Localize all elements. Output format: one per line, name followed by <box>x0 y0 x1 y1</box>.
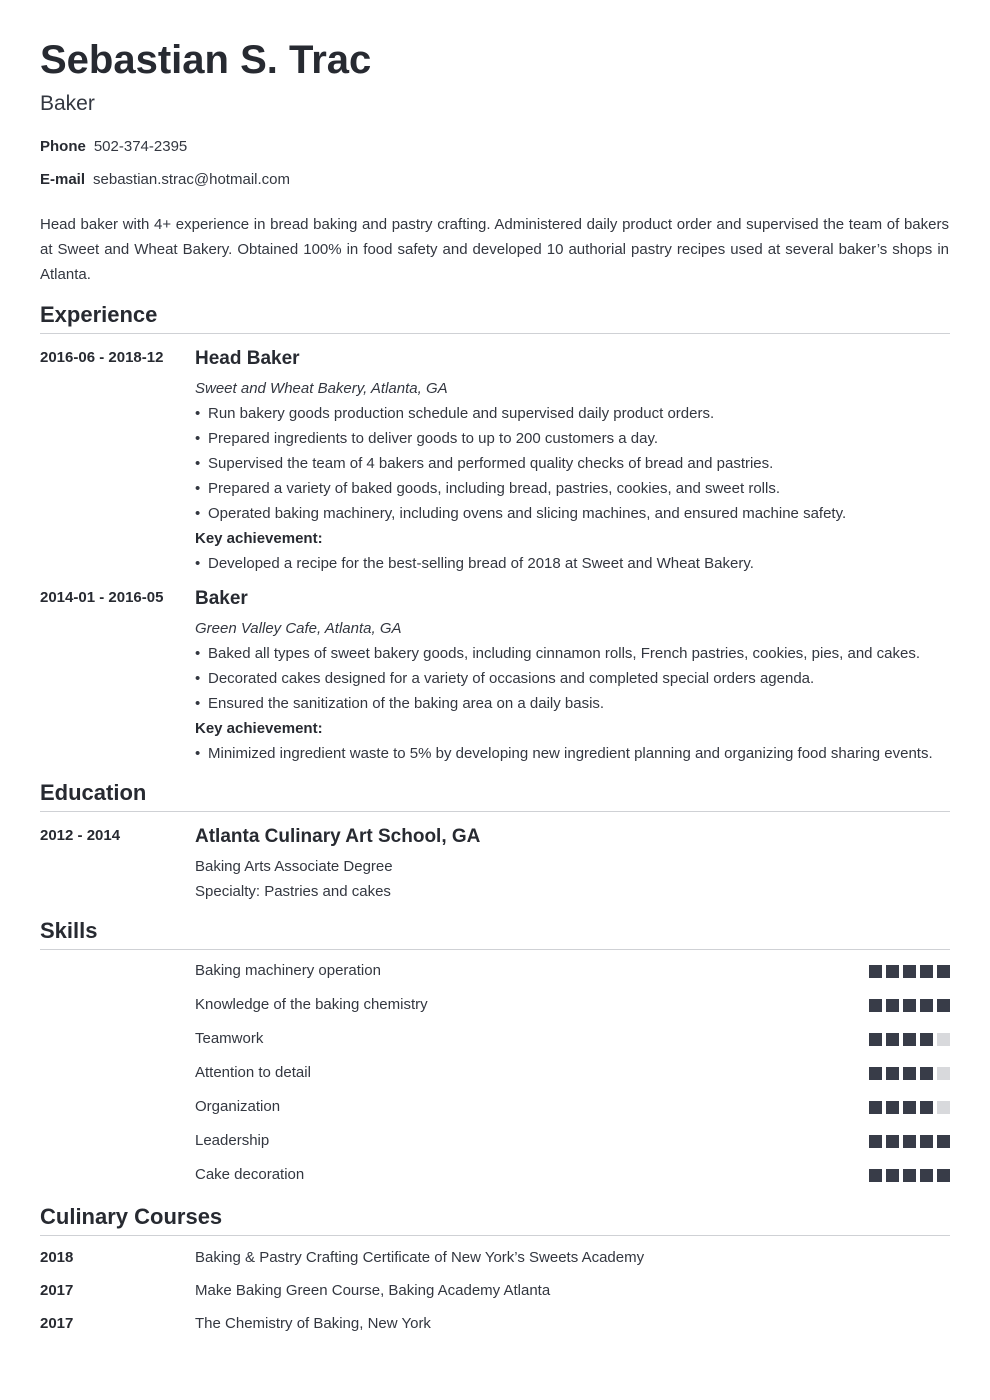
skill-level-dot-filled <box>937 1169 950 1182</box>
email-value: sebastian.strac@hotmail.com <box>93 171 290 188</box>
phone-row <box>40 138 187 156</box>
skill-level-dot-filled <box>886 1169 899 1182</box>
skill-level-indicator <box>865 1067 950 1080</box>
skill-level-dot-filled <box>920 1067 933 1080</box>
course-year: 2017 <box>40 1282 74 1299</box>
skill-name: Attention to detail <box>195 1064 311 1081</box>
skill-name: Leadership <box>195 1132 270 1149</box>
specialty: Specialty: Pastries and cakes <box>195 883 391 900</box>
skill-level-dot-filled <box>886 1101 899 1114</box>
job-bullet: • Prepared ingredients to deliver goods to up to 200 customers a day. <box>195 426 950 451</box>
skill-level-dot-filled <box>869 1101 882 1114</box>
email-row <box>40 171 290 189</box>
skill-level-dot-filled <box>937 1135 950 1148</box>
skill-level-dot-filled <box>886 1067 899 1080</box>
skill-level-dot-filled <box>903 1169 916 1182</box>
skill-level-dot-filled <box>869 1033 882 1046</box>
skill-name: Knowledge of the baking chemistry <box>195 996 428 1013</box>
skill-row <box>195 1029 950 1049</box>
key-achievement-bullet: • Minimized ingredient waste to 5% by developing new ingredient planning and organizing food sharing events. <box>195 741 950 766</box>
skill-level-dot-filled <box>903 1067 916 1080</box>
job-dates: 2016-06 - 2018-12 <box>40 349 164 366</box>
course-row <box>40 1248 950 1268</box>
job-bullet: • Operated baking machinery, including ovens and slicing machines, and ensured machine safety. <box>195 501 950 526</box>
skill-level-dot-filled <box>903 965 916 978</box>
key-achievement-bullet: • Developed a recipe for the best-selling bread of 2018 at Sweet and Wheat Bakery. <box>195 551 950 576</box>
job-company: Green Valley Cafe, Atlanta, GA <box>195 620 402 637</box>
job-body <box>195 348 950 576</box>
experience-heading: Experience <box>40 302 950 334</box>
skill-level-dot-filled <box>869 965 882 978</box>
skill-level-dot-filled <box>937 999 950 1012</box>
skill-row <box>195 995 950 1015</box>
skill-level-indicator <box>865 1101 950 1114</box>
skill-level-dot-filled <box>920 999 933 1012</box>
job-bullet: • Supervised the team of 4 bakers and performed quality checks of bread and pastries. <box>195 451 950 476</box>
job-bullet: • Prepared a variety of baked goods, including bread, pastries, cookies, and sweet rolls. <box>195 476 950 501</box>
skill-name: Baking machinery operation <box>195 962 381 979</box>
candidate-title: Baker <box>40 92 95 115</box>
phone-value: 502-374-2395 <box>93 138 188 155</box>
course-year: 2018 <box>40 1249 74 1266</box>
education-dates: 2012 - 2014 <box>40 827 121 844</box>
job-bullet: • Decorated cakes designed for a variety of occasions and completed special orders agenda. <box>195 666 950 691</box>
education-heading: Education <box>40 780 950 812</box>
job-title: Baker <box>195 588 248 609</box>
key-achievement-label: Key achievement: <box>195 720 323 737</box>
school-name: Atlanta Culinary Art School, GA <box>195 826 481 847</box>
job-company: Sweet and Wheat Bakery, Atlanta, GA <box>195 380 448 397</box>
key-achievement-label: Key achievement: <box>195 530 323 547</box>
skill-row <box>195 1165 950 1185</box>
course-year: 2017 <box>40 1315 74 1332</box>
skill-level-dot-filled <box>920 1135 933 1148</box>
skill-level-dot-empty <box>937 1033 950 1046</box>
skill-level-dot-filled <box>920 1033 933 1046</box>
education-body <box>195 826 950 904</box>
skill-level-indicator <box>865 1135 950 1148</box>
skill-row <box>195 961 950 981</box>
job-dates: 2014-01 - 2016-05 <box>40 589 164 606</box>
job-bullet: • Baked all types of sweet bakery goods, including cinnamon rolls, French pastries, cookies, pies, and cakes. <box>195 641 950 666</box>
skill-level-indicator <box>865 999 950 1012</box>
course-row <box>40 1314 950 1334</box>
skill-level-indicator <box>865 965 950 978</box>
summary-paragraph: Head baker with 4+ experience in bread baking and pastry crafting. Administered daily product order and supervised the team of bakers at Sweet and Wheat Bakery. Obtained 100% in food safety and developed 10 authorial pastry recipes used at several baker’s shops in Atlanta. <box>40 216 949 283</box>
skill-level-dot-filled <box>920 965 933 978</box>
skill-name: Teamwork <box>195 1030 264 1047</box>
skill-level-dot-filled <box>903 999 916 1012</box>
skill-level-dot-filled <box>903 1033 916 1046</box>
skill-level-dot-empty <box>937 1101 950 1114</box>
skill-level-dot-filled <box>869 1135 882 1148</box>
course-name: Make Baking Green Course, Baking Academy Atlanta <box>195 1282 551 1299</box>
skill-level-dot-empty <box>937 1067 950 1080</box>
skill-level-dot-filled <box>869 1067 882 1080</box>
course-name: The Chemistry of Baking, New York <box>195 1315 431 1332</box>
skill-level-dot-filled <box>869 1169 882 1182</box>
email-label: E-mail <box>40 171 86 188</box>
skill-row <box>195 1063 950 1083</box>
skill-name: Cake decoration <box>195 1166 305 1183</box>
phone-label: Phone <box>40 138 86 155</box>
skill-level-indicator <box>865 1169 950 1182</box>
skill-level-dot-filled <box>886 1033 899 1046</box>
skill-level-dot-filled <box>903 1101 916 1114</box>
job-bullet: • Ensured the sanitization of the baking area on a daily basis. <box>195 691 950 716</box>
skill-row <box>195 1131 950 1151</box>
skill-row <box>195 1097 950 1117</box>
skill-level-dot-filled <box>886 999 899 1012</box>
skill-level-dot-filled <box>920 1169 933 1182</box>
degree: Baking Arts Associate Degree <box>195 858 393 875</box>
job-body <box>195 588 950 766</box>
skill-name: Organization <box>195 1098 281 1115</box>
skills-heading: Skills <box>40 918 950 950</box>
skill-level-indicator <box>865 1033 950 1046</box>
skill-level-dot-filled <box>886 965 899 978</box>
skill-level-dot-filled <box>903 1135 916 1148</box>
job-title: Head Baker <box>195 348 300 369</box>
candidate-name: Sebastian S. Trac <box>40 38 372 82</box>
course-name: Baking & Pastry Crafting Certificate of New York’s Sweets Academy <box>195 1249 645 1266</box>
skill-level-dot-filled <box>920 1101 933 1114</box>
course-row <box>40 1281 950 1301</box>
skill-level-dot-filled <box>937 965 950 978</box>
skill-level-dot-filled <box>869 999 882 1012</box>
job-bullet: • Run bakery goods production schedule and supervised daily product orders. <box>195 401 950 426</box>
skill-level-dot-filled <box>886 1135 899 1148</box>
courses-heading: Culinary Courses <box>40 1204 950 1236</box>
